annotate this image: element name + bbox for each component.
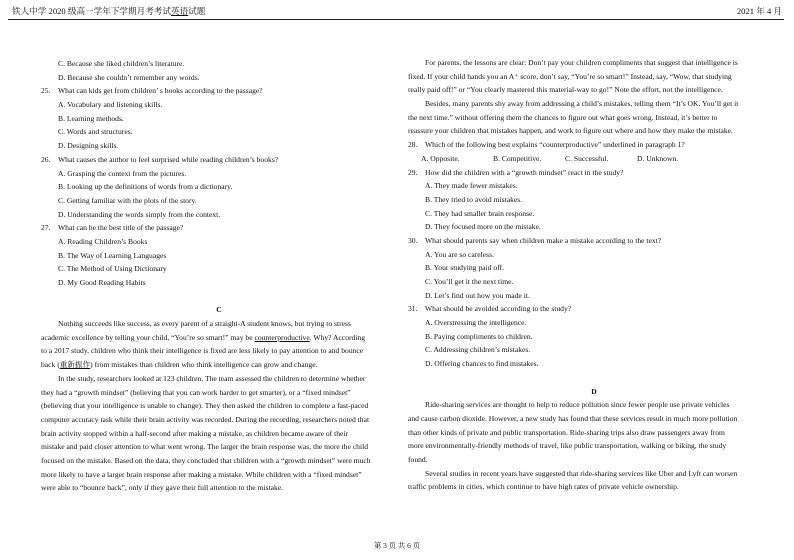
q24-option-d: D. Because she couldn’t remember any words. bbox=[58, 72, 200, 82]
q27-option-a: A. Reading Children’s Books bbox=[58, 236, 148, 246]
passage-d-p1-line5: found. bbox=[408, 454, 428, 464]
q27-option-d: D. My Good Reading Habits bbox=[58, 278, 146, 287]
passage-c-p2-line6: mistake and paid closer attention to what went wrong. The larger the brain response was, the more the child bbox=[41, 442, 368, 452]
q25-number: 25. bbox=[41, 86, 51, 96]
q31-option-d: D. Offering chances to find mistakes. bbox=[425, 359, 539, 369]
q28-number: 28. bbox=[408, 140, 418, 150]
q25-option-c: C. Words and structures. bbox=[58, 127, 133, 137]
section-c-heading: C bbox=[216, 305, 222, 315]
passage-d-p2-line2: traffic problems in cities, which continue to have high rates of private vehicle ownership. bbox=[408, 482, 679, 492]
passage-c-p2-line4: computer accuracy task while their brain activity was recorded. During the recording, researchers noted that bbox=[41, 414, 370, 424]
header-divider bbox=[8, 19, 784, 20]
q26-option-d: D. Understanding the words simply from the context. bbox=[58, 209, 221, 219]
header-title bbox=[12, 5, 205, 18]
page-header bbox=[8, 5, 784, 18]
passage-c-p1-text7: ) from mistakes than children who think intelligence can grow and change. bbox=[90, 360, 318, 370]
passage-d-p1-line2: and cause carbon dioxide. However, a new study has found that these services result in much more pollution bbox=[408, 413, 738, 423]
q26-text: What causes the author to feel surprised while reading children’s books? bbox=[58, 154, 279, 164]
passage-c-p4-line1 bbox=[408, 97, 780, 111]
passage-d-p1-line4: more environmentally-friendly methods of travel, like public transportation, walking or biking, the study bbox=[408, 441, 727, 451]
q27-stem bbox=[41, 221, 397, 235]
passage-c-p1-text5: back ( bbox=[41, 360, 60, 370]
q29-option-a: A. They made fewer mistakes. bbox=[425, 181, 518, 191]
q29-number: 29. bbox=[408, 167, 418, 177]
passage-c-p3-line3: really paid off!” or “You clearly mastered this material-way to go!” Note the effort, not the intelligence. bbox=[408, 85, 723, 95]
spacer bbox=[408, 371, 780, 385]
q30-option-b: B. Your studying paid off. bbox=[425, 263, 504, 273]
passage-c-p1-text1: Nothing succeeds like success, as every parent of a straight-A student knows, but trying to stress bbox=[58, 319, 351, 329]
passage-c-p1-text2: academic excellence by telling your child, “You’re so smart!” may be bbox=[41, 332, 255, 342]
passage-c-p2-line9: were able to “bounce back”, only if they gave their full attention to the mistake. bbox=[41, 483, 284, 493]
underlined-word-counterproductive: counterproductive bbox=[254, 332, 310, 342]
q30-stem bbox=[408, 234, 780, 248]
passage-c-p1-line1 bbox=[41, 317, 397, 331]
passage-c-p2-line5: brain activity stopped within a half-second after making a mistake, as children became aware of their bbox=[41, 428, 349, 438]
passage-d-p1-text1: Ride-sharing services are thought to help to reduce pollution since fewer people use private vehicles bbox=[425, 400, 730, 410]
q31-text: What should be avoided according to the study? bbox=[425, 304, 572, 314]
passage-d-p2-text1: Several studies in recent years have suggested that ride-sharing services like Uber and Lyft can worsen bbox=[425, 468, 738, 478]
q30-text: What should parents say when children make a mistake according to the text? bbox=[425, 235, 662, 245]
q27-option-b: B. The Way of Learning Languages bbox=[58, 250, 167, 260]
passage-c-p1-text3: . Why? According bbox=[309, 332, 366, 342]
passage-c-p3-line1 bbox=[408, 56, 780, 70]
q25-option-d: D. Designing skills. bbox=[58, 141, 119, 151]
q30-option-d: D. Let’s find out how you made it. bbox=[425, 290, 530, 300]
q30-number: 30. bbox=[408, 235, 418, 245]
passage-c-p2-line3: (believing that your intelligence is unable to change). They then asked the children to complete a fast-paced bbox=[41, 401, 369, 411]
q25-text: What can kids get from children’ s books according to the passage? bbox=[58, 86, 263, 96]
q29-option-c: C. They had smaller brain response. bbox=[425, 208, 535, 218]
passage-c-p3-line2: fixed. If your child hands you an A⁺ score, don’t say, “You’re so smart!” Instead, say, “Wow, that studying bbox=[408, 71, 732, 81]
q27-number: 27. bbox=[41, 223, 51, 233]
passage-c-p1-line3: to a 2017 study, children who think their intelligence is fixed are less likely to pay attention to and bounce bbox=[41, 346, 364, 356]
q29-text: How did the children with a “growth mindset” react in the study? bbox=[425, 167, 624, 177]
q28-option-a: A. Opposite. bbox=[421, 153, 460, 163]
left-column bbox=[41, 57, 397, 495]
passage-d-p1-line1 bbox=[408, 398, 780, 412]
passage-c-p1-line2 bbox=[41, 331, 397, 345]
q28-option-b: B. Competitive. bbox=[493, 153, 542, 163]
q25-option-b: B. Learning methods. bbox=[58, 113, 124, 123]
passage-c-p2-line1 bbox=[41, 372, 397, 386]
passage-c-p3-text1: For parents, the lessons are clear: Don’t pay your children compliments that suggest that intelligence is bbox=[425, 58, 738, 67]
q26-option-c: C. Getting familiar with the plots of the story. bbox=[58, 195, 197, 205]
q26-stem bbox=[41, 153, 397, 167]
chinese-gloss: 重新振作 bbox=[59, 360, 91, 370]
section-d-heading: D bbox=[591, 386, 597, 396]
q26-number: 26. bbox=[41, 154, 51, 164]
q26-option-b: B. Looking up the definitions of words from a dictionary. bbox=[58, 182, 233, 192]
page-footer: 第 3 页 共 6 页 bbox=[373, 541, 421, 550]
passage-c-p4-text1: Besides, many parents shy away from addressing a child’s mistakes, telling them “It’s OK. You’ll get it bbox=[425, 99, 739, 109]
passage-c-p2-text1: In the study, researchers looked at 123 children. The team assessed the children to determine whether bbox=[58, 373, 366, 383]
passage-c-p2-line2: they had a “growth mindset” (believing that you can work harder to get smarter), or a “fixed mindset” bbox=[41, 387, 351, 397]
q28-option-c: C. Successful. bbox=[565, 153, 609, 163]
q31-option-a: A. Overstressing the intelligence. bbox=[425, 318, 527, 328]
q27-option-c: C. The Method of Using Dictionary bbox=[58, 264, 167, 274]
header-subject: 英语 bbox=[171, 6, 189, 16]
spacer bbox=[41, 290, 397, 304]
header-date: 2021 年 4 月 bbox=[736, 6, 782, 16]
q31-stem bbox=[408, 302, 780, 316]
q29-option-b: B. They tried to avoid mistakes. bbox=[425, 194, 523, 204]
q31-number: 31. bbox=[408, 304, 418, 314]
q31-option-b: B. Paying compliments to children. bbox=[425, 331, 533, 341]
q28-options bbox=[408, 152, 780, 166]
q30-option-c: C. You’ll get it the next time. bbox=[425, 277, 514, 286]
q29-stem bbox=[408, 166, 780, 180]
header-school: 铁人中学 2020 级高一学年下学期月考考试 bbox=[12, 6, 171, 16]
q28-option-d: D. Unknown. bbox=[637, 153, 679, 163]
right-column bbox=[408, 56, 780, 494]
passage-c-p4-line3: reassure your children that mistakes happen, and work to figure out where and how they make the mistake. bbox=[408, 126, 733, 136]
passage-c-p2-line8: more likely to have a larger brain response after making a mistake. While children with a “fixed mindset” bbox=[41, 469, 362, 479]
q29-option-d: D. They focused more on the mistake. bbox=[425, 222, 541, 232]
passage-c-p1-line4 bbox=[41, 358, 397, 372]
q25-stem bbox=[41, 84, 397, 98]
q26-option-a: A. Grasping the context from the pictures. bbox=[58, 168, 187, 178]
q30-option-a: A. You are so careless. bbox=[425, 249, 494, 259]
passage-c-p2-line7: focused on the mistake. Based on the data, they concluded that children with a “growth mindset” were much bbox=[41, 455, 371, 465]
q28-text: Which of the following best explains “counterproductive” underlined in paragraph 1? bbox=[425, 140, 685, 150]
passage-d-p1-line3: than other kinds of private and public transportation. Ride-sharing trips also draw passengers away from bbox=[408, 427, 725, 437]
q31-option-c: C. Addressing children’s mistakes. bbox=[425, 345, 531, 355]
q24-option-c: C. Because she liked children’s literature. bbox=[58, 59, 185, 68]
passage-c-p4-line2: the next time.” without offering them the chances to figure out what goes wrong. Instead, it’s better to bbox=[408, 112, 718, 122]
q28-stem bbox=[408, 138, 780, 152]
q25-option-a: A. Vocabulary and listening skills. bbox=[58, 100, 163, 110]
passage-d-p2-line1 bbox=[408, 467, 780, 481]
header-paper: 试题 bbox=[188, 6, 206, 16]
q27-text: What can be the best title of the passage? bbox=[58, 223, 184, 233]
